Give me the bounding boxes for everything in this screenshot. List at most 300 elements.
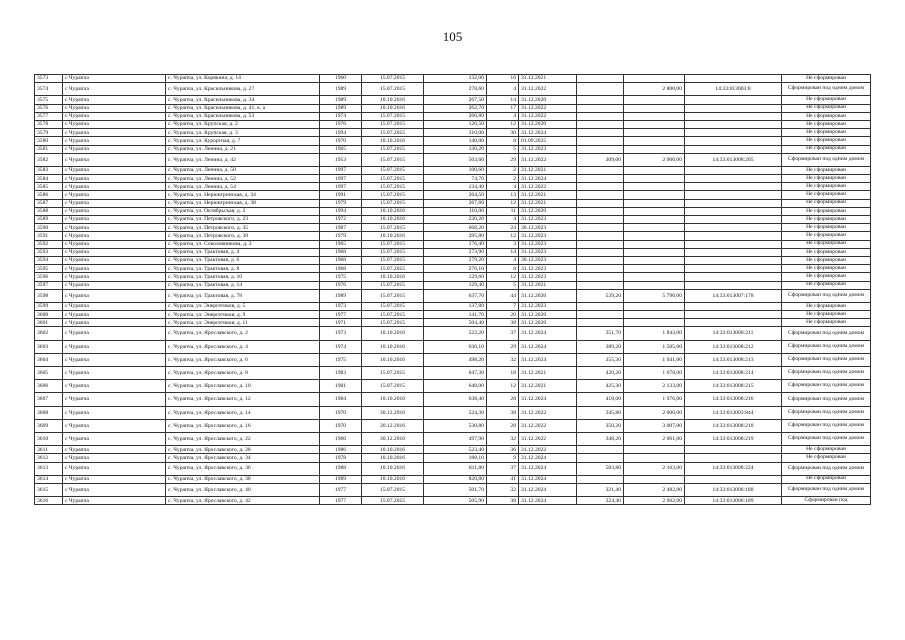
cell-count: 8 — [487, 265, 519, 273]
cell-cadastre: 14:33:013008:215 — [685, 380, 782, 393]
cell-number: 3615 — [35, 483, 63, 496]
cell-area-2 — [577, 207, 624, 215]
cell-cadastre — [685, 166, 782, 174]
cell-cadastre — [685, 265, 782, 273]
cell-area-2 — [577, 175, 624, 183]
cell-land-area — [624, 104, 685, 112]
cell-address: с. Чурапча, ул. Ярославского, д. 2 — [166, 327, 320, 340]
cell-land-area: 1 976,00 — [624, 393, 685, 406]
cell-deadline: 31.12.2024 — [519, 340, 577, 353]
cell-date: 15.07.2015 — [362, 380, 424, 393]
cell-settlement: с Чурапча — [63, 302, 166, 310]
cell-deadline: 31.12.2022 — [519, 419, 577, 432]
cell-date: 15.07.2015 — [362, 483, 424, 496]
table-row — [35, 83, 871, 96]
cell-date: 15.07.2015 — [362, 311, 424, 319]
cell-settlement: с Чурапча — [63, 273, 166, 281]
cell-area: 74,70 — [424, 175, 487, 183]
cell-area-2 — [577, 120, 624, 128]
cell-number: 3576 — [35, 104, 63, 112]
cell-year: 1977 — [320, 483, 362, 496]
cell-area-2: 583,80 — [577, 462, 624, 475]
cell-area: 310,00 — [424, 129, 487, 137]
cell-number: 3611 — [35, 446, 63, 454]
cell-cadastre — [685, 96, 782, 104]
table-row — [35, 340, 871, 353]
cell-deadline: 31.12.2022 — [519, 446, 577, 454]
cell-year: 1970 — [320, 406, 362, 419]
cell-count: 4 — [487, 112, 519, 120]
cell-address: с. Чурапча, ул. Нерюнгринская, д. 34 — [166, 191, 320, 199]
cell-status: Не сформирован — [782, 129, 871, 137]
table-row — [35, 475, 871, 483]
cell-status: Сформирован под одним домом — [782, 367, 871, 380]
cell-cadastre — [685, 240, 782, 248]
cell-area-2: 539,20 — [577, 289, 624, 302]
cell-date: 15.07.2015 — [362, 129, 424, 137]
cell-status: Не сформирован — [782, 145, 871, 153]
cell-settlement: с Чурапча — [63, 497, 166, 505]
cell-status: Не сформирован — [782, 175, 871, 183]
cell-land-area — [624, 311, 685, 319]
cell-land-area — [624, 475, 685, 483]
cell-number: 3589 — [35, 216, 63, 224]
cell-area-2 — [577, 183, 624, 191]
cell-area: 264,50 — [424, 191, 487, 199]
cell-deadline: 31.12.2024 — [519, 393, 577, 406]
cell-count: 5 — [487, 281, 519, 289]
cell-area-2 — [577, 75, 624, 83]
cell-date: 10.10.2016 — [362, 475, 424, 483]
cell-number: 3593 — [35, 248, 63, 256]
cell-year: 1974 — [320, 340, 362, 353]
cell-date: 15.07.2015 — [362, 191, 424, 199]
cell-status: Не сформирован — [782, 216, 871, 224]
cell-status: Не сформирован — [782, 454, 871, 462]
cell-area-2 — [577, 311, 624, 319]
table-row — [35, 273, 871, 281]
cell-deadline: 31.12.2021 — [519, 380, 577, 393]
cell-deadline: 31.12.2022 — [519, 104, 577, 112]
cell-year: 1976 — [320, 120, 362, 128]
cell-area-2: 351,70 — [577, 327, 624, 340]
cell-deadline: 31.12.2023 — [519, 232, 577, 240]
table-row — [35, 166, 871, 174]
cell-area-2 — [577, 232, 624, 240]
cell-area: 126,50 — [424, 120, 487, 128]
cell-year: 1975 — [320, 353, 362, 366]
cell-date: 15.07.2015 — [362, 120, 424, 128]
cell-number: 3580 — [35, 137, 63, 145]
cell-address: с. Чурапча, ул. Петровского, д. 35 — [166, 224, 320, 232]
cell-address: с. Чурапча, ул. Крупская, д. 2 — [166, 120, 320, 128]
cell-number: 3605 — [35, 367, 63, 380]
cell-cadastre: 14:33:013008:216 — [685, 393, 782, 406]
cell-year: 1981 — [320, 380, 362, 393]
cell-area: 522,20 — [424, 327, 487, 340]
cell-status: Не сформирован — [782, 120, 871, 128]
cell-deadline: 31.12.2023 — [519, 248, 577, 256]
cell-year: 1989 — [320, 96, 362, 104]
cell-count: 11 — [487, 207, 519, 215]
cell-status: Не сформирован — [782, 256, 871, 264]
cell-area-2 — [577, 273, 624, 281]
cell-cadastre — [685, 232, 782, 240]
table-row — [35, 224, 871, 232]
cell-status: Не сформирован — [782, 240, 871, 248]
cell-area-2 — [577, 256, 624, 264]
cell-area-2: 418,00 — [577, 393, 624, 406]
cell-count: 7 — [487, 302, 519, 310]
cell-area: 647,30 — [424, 367, 487, 380]
cell-count: 4 — [487, 216, 519, 224]
cell-settlement: с Чурапча — [63, 96, 166, 104]
cell-deadline: 31.12.2024 — [519, 175, 577, 183]
cell-address: с. Чурапча, ул. Октябрьская, д. 2 — [166, 207, 320, 215]
cell-count: 9 — [487, 454, 519, 462]
cell-date: 10.10.2016 — [362, 462, 424, 475]
cell-year: 1965 — [320, 145, 362, 153]
cell-number: 3584 — [35, 175, 63, 183]
cell-deadline: 31.12.2023 — [519, 273, 577, 281]
cell-settlement: с Чурапча — [63, 166, 166, 174]
cell-area-2: 389,20 — [577, 340, 624, 353]
cell-number: 3599 — [35, 302, 63, 310]
cell-date: 10.10.2016 — [362, 353, 424, 366]
table-row — [35, 207, 871, 215]
cell-address: с. Чурапча, ул. Трактовая, д. 4 — [166, 248, 320, 256]
cell-area-2: 324,40 — [577, 497, 624, 505]
cell-address: с. Чурапча, ул. Крупская, д. 3 — [166, 129, 320, 137]
cell-settlement: с Чурапча — [63, 191, 166, 199]
cell-deadline: 31.12.2022 — [519, 112, 577, 120]
table-row — [35, 120, 871, 128]
cell-count: 32 — [487, 432, 519, 445]
cell-year: 1986 — [320, 446, 362, 454]
cell-status: Не сформирован — [782, 311, 871, 319]
cell-cadastre — [685, 281, 782, 289]
cell-year: 1979 — [320, 232, 362, 240]
cell-date: 15.07.2015 — [362, 265, 424, 273]
cell-cadastre — [685, 183, 782, 191]
cell-count: 2 — [487, 175, 519, 183]
cell-status: Не сформирован — [782, 199, 871, 207]
cell-area-2 — [577, 224, 624, 232]
cell-area: 501,70 — [424, 483, 487, 496]
table-row — [35, 353, 871, 366]
cell-deadline: 31.12.2024 — [519, 483, 577, 496]
cell-settlement: с Чурапча — [63, 406, 166, 419]
table-row — [35, 311, 871, 319]
cell-year: 1974 — [320, 112, 362, 120]
cell-settlement: с Чурапча — [63, 256, 166, 264]
cell-settlement: с Чурапча — [63, 248, 166, 256]
cell-status: Не сформирован — [782, 281, 871, 289]
cell-deadline: 31.12.2021 — [519, 75, 577, 83]
cell-status: Сформирован под одним домом — [782, 340, 871, 353]
cell-deadline: 01.09.2025 — [519, 137, 577, 145]
cell-area: 132,00 — [424, 75, 487, 83]
cell-area-2 — [577, 475, 624, 483]
cell-cadastre: 14:33:013008:205 — [685, 153, 782, 166]
cell-area-2 — [577, 446, 624, 454]
cell-land-area — [624, 120, 685, 128]
cell-address: с. Чурапча, ул. Трактовая, д. 10 — [166, 273, 320, 281]
cell-address: с. Чурапча, ул. Ярославского, д. 40 — [166, 483, 320, 496]
cell-date: 15.07.2015 — [362, 199, 424, 207]
cell-area: 110,00 — [424, 207, 487, 215]
cell-date: 15.07.2015 — [362, 183, 424, 191]
cell-settlement: с Чурапча — [63, 104, 166, 112]
cell-number: 3614 — [35, 475, 63, 483]
cell-deadline: 31.12.2021 — [519, 191, 577, 199]
cell-cadastre — [685, 145, 782, 153]
cell-date: 10.10.2016 — [362, 96, 424, 104]
cell-deadline: 31.12.2022 — [519, 406, 577, 419]
cell-date: 15.07.2015 — [362, 175, 424, 183]
cell-address: с. Чурапча, ул. Ярославского, д. 42 — [166, 497, 320, 505]
cell-cadastre — [685, 129, 782, 137]
cell-count: 4 — [487, 83, 519, 96]
cell-number: 3591 — [35, 232, 63, 240]
cell-count: 30 — [487, 129, 519, 137]
cell-area: 273,90 — [424, 248, 487, 256]
cell-deadline: 31.12.2020 — [519, 319, 577, 327]
cell-status: Сформирован под одним домом — [782, 483, 871, 496]
cell-settlement: с Чурапча — [63, 145, 166, 153]
cell-year: 1994 — [320, 207, 362, 215]
table-row — [35, 367, 871, 380]
table-row — [35, 183, 871, 191]
cell-cadastre: 14:33:013003:8 — [685, 83, 782, 96]
cell-settlement: с Чурапча — [63, 327, 166, 340]
cell-area: 140,00 — [424, 137, 487, 145]
cell-cadastre: 14:33:013006:189 — [685, 497, 782, 505]
cell-number: 3579 — [35, 129, 63, 137]
cell-count: 20 — [487, 311, 519, 319]
cell-address: с. Чурапча, ул. Ленина, д. 21 — [166, 145, 320, 153]
cell-area-2: 425,30 — [577, 380, 624, 393]
cell-area-2 — [577, 145, 624, 153]
cell-settlement: с Чурапча — [63, 446, 166, 454]
cell-land-area — [624, 175, 685, 183]
cell-area-2: 309,00 — [577, 153, 624, 166]
cell-year: 1984 — [320, 393, 362, 406]
cell-year: 1977 — [320, 311, 362, 319]
cell-cadastre — [685, 175, 782, 183]
cell-year: 1989 — [320, 83, 362, 96]
table-row — [35, 248, 871, 256]
table-row — [35, 432, 871, 445]
cell-status: Сформирован под одним домом — [782, 406, 871, 419]
cell-count: 32 — [487, 483, 519, 496]
cell-number: 3587 — [35, 199, 63, 207]
cell-area-2 — [577, 104, 624, 112]
cell-year: 1953 — [320, 153, 362, 166]
cell-land-area — [624, 183, 685, 191]
cell-address: с. Чурапча, ул. Петровского, д. 23 — [166, 216, 320, 224]
cell-status: Сформирован под одним домом — [782, 432, 871, 445]
cell-land-area: 2 482,00 — [624, 483, 685, 496]
table-row — [35, 104, 871, 112]
cell-count: 14 — [487, 248, 519, 256]
cell-cadastre: 14:33:013007:178 — [685, 289, 782, 302]
cell-date: 10.10.2016 — [362, 393, 424, 406]
cell-address: с. Чурапча, ул. Трактовая, д. 14 — [166, 281, 320, 289]
cell-date: 15.07.2015 — [362, 319, 424, 327]
cell-year: 1968 — [320, 256, 362, 264]
cell-settlement: с Чурапча — [63, 319, 166, 327]
cell-settlement: с Чурапча — [63, 153, 166, 166]
cell-settlement: с Чурапча — [63, 393, 166, 406]
cell-status: Не сформирован — [782, 319, 871, 327]
cell-settlement: с Чурапча — [63, 129, 166, 137]
cell-area: 497,90 — [424, 432, 487, 445]
cell-land-area — [624, 199, 685, 207]
cell-number: 3604 — [35, 353, 63, 366]
cell-area: 505,90 — [424, 497, 487, 505]
cell-address: с. Чурапча, ул. Энергетиков, д. 9 — [166, 311, 320, 319]
table-body — [35, 75, 871, 505]
table-row — [35, 483, 871, 496]
cell-status: Не сформирован — [782, 475, 871, 483]
cell-number: 3583 — [35, 166, 63, 174]
cell-year: 1989 — [320, 289, 362, 302]
cell-area: 188,10 — [424, 454, 487, 462]
cell-cadastre — [685, 273, 782, 281]
cell-count: 16 — [487, 75, 519, 83]
cell-address: с. Чурапча, ул. Ярославского, д. 6 — [166, 353, 320, 366]
cell-address: с. Чурапча, ул. Петровского, д. 38 — [166, 232, 320, 240]
cell-address: с. Чурапча, ул. Ярославского, д. 16 — [166, 419, 320, 432]
cell-count: 2 — [487, 166, 519, 174]
cell-land-area — [624, 273, 685, 281]
cell-area: 100,60 — [424, 166, 487, 174]
cell-cadastre — [685, 120, 782, 128]
cell-address: с. Чурапча, ул. Ленина, д. 42 — [166, 153, 320, 166]
cell-land-area — [624, 454, 685, 462]
cell-count: 12 — [487, 380, 519, 393]
cell-deadline: 31.12.2021 — [519, 367, 577, 380]
cell-date: 10.10.2016 — [362, 340, 424, 353]
cell-count: 29 — [487, 153, 519, 166]
cell-address: с. Чурапча, ул. Трактовая, д. 6 — [166, 256, 320, 264]
cell-deadline: 31.12.2024 — [519, 497, 577, 505]
cell-area-2 — [577, 319, 624, 327]
cell-area: 129,60 — [424, 273, 487, 281]
cell-settlement: с Чурапча — [63, 483, 166, 496]
cell-address: с. Чурапча, ул. Красильникова, д. 53 — [166, 112, 320, 120]
cell-land-area — [624, 248, 685, 256]
cell-cadastre — [685, 454, 782, 462]
table-row — [35, 137, 871, 145]
cell-number: 3601 — [35, 319, 63, 327]
cell-settlement: с Чурапча — [63, 240, 166, 248]
cell-count: 38 — [487, 497, 519, 505]
cell-deadline: 31.12.2024 — [519, 327, 577, 340]
cell-address: с. Чурапча, ул. Ярославского, д. 12 — [166, 393, 320, 406]
cell-area-2 — [577, 83, 624, 96]
cell-area: 267,60 — [424, 199, 487, 207]
cell-settlement: с Чурапча — [63, 454, 166, 462]
cell-land-area — [624, 207, 685, 215]
cell-deadline: 31.12.2024 — [519, 454, 577, 462]
cell-cadastre — [685, 191, 782, 199]
cell-settlement: с Чурапча — [63, 216, 166, 224]
cell-number: 3585 — [35, 183, 63, 191]
cell-date: 15.07.2015 — [362, 256, 424, 264]
cell-deadline: 31.12.2022 — [519, 83, 577, 96]
cell-settlement: с Чурапча — [63, 120, 166, 128]
cell-deadline: 31.12.2022 — [519, 153, 577, 166]
cell-year: 1966 — [320, 432, 362, 445]
table-row — [35, 175, 871, 183]
cell-address: с. Чурапча, ул. Ярославского, д. 14 — [166, 406, 320, 419]
cell-count: 3 — [487, 240, 519, 248]
cell-date: 10.10.2016 — [362, 273, 424, 281]
cell-cadastre: 14:33:013006:188 — [685, 483, 782, 496]
cell-cadastre — [685, 302, 782, 310]
cell-year: 1975 — [320, 273, 362, 281]
cell-number: 3609 — [35, 419, 63, 432]
cell-settlement: с Чурапча — [63, 432, 166, 445]
cell-settlement: с Чурапча — [63, 367, 166, 380]
cell-address: с. Чурапча, ул. Ярославского, д. 38 — [166, 475, 320, 483]
cell-status: Не сформирован — [782, 183, 871, 191]
cell-area-2 — [577, 302, 624, 310]
cell-address: с. Чурапча, ул. Энергетиков, д. 11 — [166, 319, 320, 327]
cell-year: 1997 — [320, 175, 362, 183]
cell-address: с. Чурапча, ул. Красильникова, д. 41, к. а — [166, 104, 320, 112]
cell-address: с. Чурапча, ул. Ярославского, д. 34 — [166, 454, 320, 462]
cell-deadline: 31.12.2021 — [519, 281, 577, 289]
cell-number: 3597 — [35, 281, 63, 289]
page-number: 105 — [442, 29, 463, 44]
cell-date: 15.07.2015 — [362, 497, 424, 505]
table-row — [35, 153, 871, 166]
cell-deadline: 31.12.2021 — [519, 199, 577, 207]
cell-area-2: 420,20 — [577, 367, 624, 380]
cell-number: 3588 — [35, 207, 63, 215]
cell-cadastre — [685, 75, 782, 83]
cell-area: 530,80 — [424, 419, 487, 432]
cell-status: Не сформирован — [782, 265, 871, 273]
cell-area: 137,80 — [424, 302, 487, 310]
cell-year: 1989 — [320, 475, 362, 483]
cell-area-2 — [577, 281, 624, 289]
table-row — [35, 199, 871, 207]
cell-settlement: с Чурапча — [63, 199, 166, 207]
cell-count: 17 — [487, 104, 519, 112]
cell-settlement: с Чурапча — [63, 462, 166, 475]
cell-date: 30.12.2016 — [362, 432, 424, 445]
cell-year: 1976 — [320, 281, 362, 289]
cell-count: 24 — [487, 224, 519, 232]
table-row — [35, 327, 871, 340]
cell-area-2: 345,80 — [577, 406, 624, 419]
cell-land-area: 1 941,00 — [624, 353, 685, 366]
table-row — [35, 256, 871, 264]
cell-cadastre — [685, 248, 782, 256]
cell-count: 28 — [487, 393, 519, 406]
cell-cadastre — [685, 199, 782, 207]
cell-number: 3603 — [35, 340, 63, 353]
cell-status: Не сформирован — [782, 207, 871, 215]
cell-cadastre — [685, 256, 782, 264]
cell-count: 12 — [487, 232, 519, 240]
cell-count: 13 — [487, 191, 519, 199]
cell-number: 3598 — [35, 289, 63, 302]
